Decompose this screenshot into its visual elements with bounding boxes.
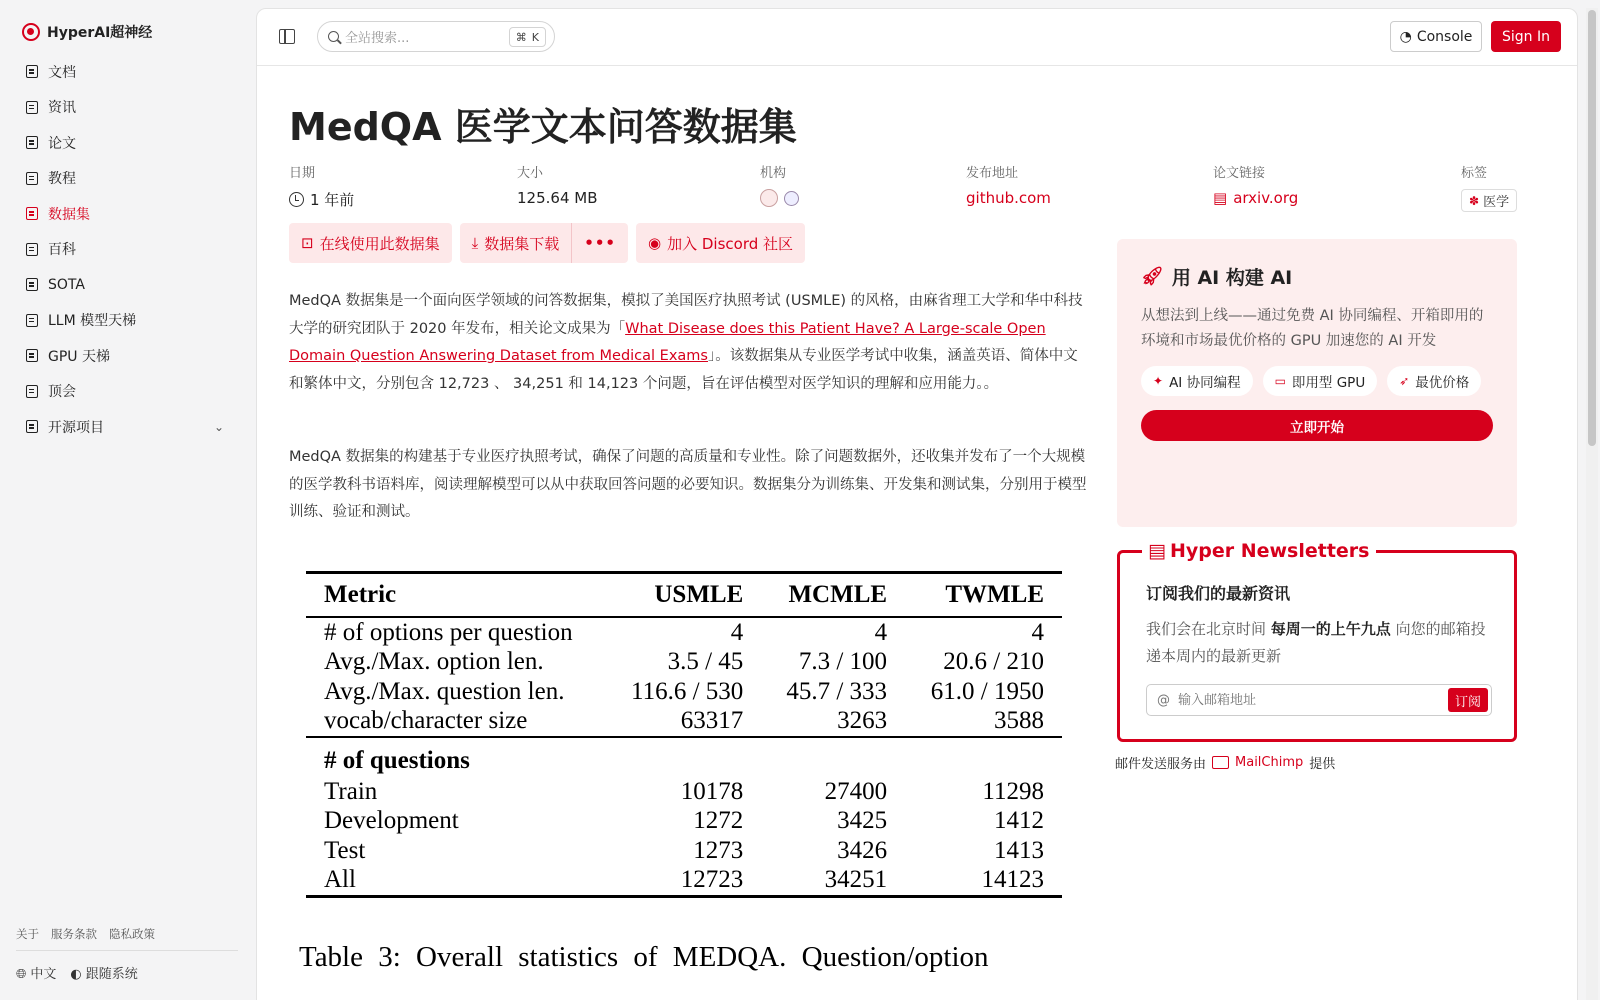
statistics-table <box>306 571 1062 898</box>
theme-switcher[interactable] <box>70 963 137 982</box>
email-form <box>1146 684 1492 716</box>
scrollbar-thumb[interactable] <box>1588 10 1596 446</box>
table-cell: 7.3 / 100 <box>798 648 888 675</box>
discord-icon: ◉ <box>648 234 662 252</box>
table-header-row <box>306 573 1062 617</box>
meta-size-label: 大小 <box>517 166 544 181</box>
sidebar-item-news[interactable] <box>14 90 236 126</box>
language-switcher[interactable] <box>16 963 56 982</box>
sidebar-item-gpu-leaderboard[interactable] <box>14 338 236 374</box>
table-cell: 4 <box>730 618 744 646</box>
provider-text: 邮件发送服务由 <box>1115 757 1207 772</box>
download-group <box>460 223 628 263</box>
sidebar <box>0 0 250 1000</box>
newsletter-title-row <box>1142 540 1376 562</box>
newsletter-text: 我们会在北京时间 <box>1146 620 1271 638</box>
table-cell: 4 <box>874 618 888 646</box>
subscribe-button[interactable]: 订阅 <box>1448 688 1488 712</box>
gpu-icon <box>26 349 38 362</box>
theme-icon: ◐ <box>70 967 82 982</box>
chevron-down-icon: ⌄ <box>213 419 224 434</box>
release-link[interactable]: github.com <box>966 189 1051 207</box>
table-cell: # of options per question <box>324 618 573 646</box>
sidebar-nav <box>14 54 236 445</box>
sidebar-item-wiki[interactable] <box>14 232 236 268</box>
project-icon <box>26 420 38 433</box>
paper-link[interactable] <box>1213 189 1298 207</box>
footer-link-terms[interactable]: 服务条款 <box>51 927 97 941</box>
more-options-button[interactable]: ••• <box>572 223 628 263</box>
wiki-icon <box>26 243 38 256</box>
doc-icon <box>26 65 38 78</box>
table-header-cell: Metric <box>324 581 397 608</box>
meta-release <box>966 162 1051 207</box>
discord-label: 加入 Discord 社区 <box>667 234 794 253</box>
search-box[interactable] <box>317 21 555 52</box>
meta-release-label: 发布地址 <box>966 166 1019 181</box>
footer-settings <box>16 963 138 982</box>
brand-name: HyperAI超神经 <box>47 25 153 41</box>
server-icon: ▭ <box>1274 374 1286 388</box>
table-cell: 1272 <box>693 807 744 834</box>
footer-link-privacy[interactable]: 隐私政策 <box>109 927 155 941</box>
table-cell: 1273 <box>693 836 744 864</box>
conference-icon <box>26 385 38 398</box>
sidebar-item-open-source[interactable] <box>14 409 236 445</box>
tag-icon: ✽ <box>1469 193 1480 208</box>
newsletter-heading: 订阅我们的最新资讯 <box>1146 584 1291 603</box>
at-icon: @ <box>1157 692 1170 708</box>
description-text: MedQA 数据集是一个面向医学领域的问答数据集，模拟了美国医疗执照考试 (USMLE) 的风格，由麻省理工大学和华中科技大学的研究团队于 2020 年发布，相关论文成果为「 <box>289 293 1083 337</box>
paper-link-label: arxiv.org <box>1233 189 1299 207</box>
table-section-header: # of questions <box>324 747 470 775</box>
chip-label: 即用型 GPU <box>1291 375 1366 391</box>
description-paragraph-1 <box>289 288 1089 398</box>
table-cell: 116.6 / 530 <box>631 677 744 705</box>
footer-divider <box>16 950 238 951</box>
table-cell: 34251 <box>824 866 888 893</box>
table-row <box>306 806 1062 836</box>
sidebar-item-label: 顶会 <box>48 384 76 401</box>
theme-label: 跟随系统 <box>85 967 138 982</box>
shortcut-key: K <box>531 30 539 44</box>
dataset-icon <box>26 207 38 220</box>
table-cell: 3426 <box>837 836 888 864</box>
table-section-row <box>306 737 1062 777</box>
ai-card-title: 用 AI 构建 AI <box>1171 267 1293 289</box>
table-row <box>306 836 1062 866</box>
table-cell: 3425 <box>837 807 888 834</box>
tag-label: 医学 <box>1483 195 1510 210</box>
description-text: 」。该数据集从专业医学考试中收集，涵盖英语、简体中文和繁体中文，分别包含 12,723 、 34,251 和 14,123 个问题，旨在评估模型对医学知识的理解和应用能力。。 <box>289 348 1078 392</box>
sidebar-item-label: 数据集 <box>48 206 90 223</box>
chart-icon <box>26 278 38 291</box>
sidebar-item-label: SOTA <box>48 276 85 293</box>
document-icon: ▤ <box>1213 189 1228 207</box>
clock-icon <box>289 192 304 207</box>
hyperai-logo-icon <box>22 23 40 41</box>
discord-button[interactable] <box>636 223 805 263</box>
meta-org <box>760 162 799 207</box>
console-button[interactable] <box>1390 21 1482 52</box>
table-cell: 11298 <box>982 777 1044 805</box>
meta-org-logos <box>760 189 799 207</box>
sidebar-item-label: LLM 模型天梯 <box>48 313 137 330</box>
meta-size-value: 125.64 MB <box>517 189 598 207</box>
tutorial-icon <box>26 172 38 185</box>
table-cell: All <box>324 866 356 893</box>
table-cell: Avg./Max. question len. <box>324 677 565 705</box>
ai-card-features <box>1141 366 1493 396</box>
hust-logo-icon[interactable] <box>784 191 799 206</box>
email-input[interactable] <box>1178 693 1418 708</box>
statistics-table-image <box>306 571 1062 898</box>
language-label: 中文 <box>30 967 57 982</box>
sidebar-item-label: 文档 <box>48 64 76 81</box>
main-panel <box>256 8 1578 1000</box>
llm-icon <box>26 314 38 327</box>
sidebar-item-sota[interactable] <box>14 267 236 303</box>
sign-in-button[interactable]: Sign In <box>1491 21 1561 52</box>
newsletter-title: Hyper Newsletters <box>1169 540 1370 562</box>
sidebar-item-docs[interactable] <box>14 54 236 90</box>
dataset-actions <box>289 223 805 263</box>
table-cell: 61.0 / 1950 <box>930 677 1044 705</box>
ai-card-title-row <box>1141 263 1493 290</box>
search-icon <box>328 31 339 42</box>
feature-chip-price <box>1387 366 1481 396</box>
meta-org-label: 机构 <box>760 166 787 181</box>
provider-text: 提供 <box>1309 757 1336 772</box>
page-scrollbar[interactable] <box>1586 8 1598 1000</box>
download-label: 数据集下载 <box>484 234 560 253</box>
sparkle-icon: ✦ <box>1153 374 1164 388</box>
meta-date <box>289 162 354 210</box>
newsletter-card <box>1117 540 1517 742</box>
globe-icon: 🌐︎ <box>16 967 27 982</box>
console-label: Console <box>1416 28 1473 45</box>
gauge-icon: ◔ <box>1399 28 1412 45</box>
feature-chip-copilot <box>1141 366 1253 396</box>
search-placeholder: 全站搜索... <box>345 31 410 46</box>
sidebar-item-label: 资讯 <box>48 100 76 117</box>
table-cell: 10178 <box>680 777 744 805</box>
table-cell: 1412 <box>994 807 1044 834</box>
table-row <box>306 706 1062 737</box>
ai-card-text: 从想法到上线——通过免费 AI 协同编程、开箱即用的环境和市场最优价格的 GPU 加速您的 AI 开发 <box>1141 308 1484 349</box>
sidebar-item-conferences[interactable] <box>14 374 236 410</box>
sidebar-item-label: 论文 <box>48 135 76 152</box>
meta-size <box>517 162 598 207</box>
newsletter-schedule: 每周一的上午九点 <box>1270 620 1391 638</box>
meta-date-value: 1 年前 <box>310 191 355 209</box>
sidebar-toggle-icon[interactable] <box>279 29 295 44</box>
paper-icon <box>26 136 38 149</box>
table-cell: Development <box>324 807 459 834</box>
meta-date-value-row <box>289 189 354 210</box>
table-row <box>306 647 1062 677</box>
command-key-icon: ⌘ <box>515 30 527 44</box>
table-cell: Train <box>324 777 378 805</box>
table-cell: 27400 <box>824 777 888 805</box>
table-header-cell: USMLE <box>654 581 744 608</box>
brand-logo-link[interactable] <box>22 22 152 42</box>
sidebar-item-datasets[interactable] <box>14 196 236 232</box>
news-icon <box>26 101 38 114</box>
newsletter-text: 向您的邮箱投递本周内的最新更新 <box>1146 620 1486 665</box>
table-cell: 3263 <box>837 707 888 734</box>
table-caption: Table 3: Overall statistics of MEDQA. Question/option <box>299 941 989 973</box>
rocket-icon: 🚀︎ <box>1141 266 1164 287</box>
rocket-icon: ➶ <box>1399 374 1410 388</box>
footer-links <box>16 926 155 942</box>
chip-label: AI 协同编程 <box>1169 375 1241 391</box>
topbar <box>257 9 1577 66</box>
table-row <box>306 617 1062 648</box>
table-cell: 1413 <box>994 836 1044 864</box>
search-shortcut <box>509 27 546 47</box>
table-cell: 4 <box>1031 618 1044 646</box>
meta-tags <box>1461 162 1517 212</box>
sidebar-item-label: GPU 天梯 <box>48 348 110 365</box>
table-header-cell: TWMLE <box>945 581 1044 608</box>
table-cell: 63317 <box>680 707 744 734</box>
meta-date-label: 日期 <box>289 166 316 181</box>
table-cell: Avg./Max. option len. <box>324 648 544 675</box>
table-cell: 14123 <box>981 866 1044 893</box>
sidebar-item-label: 开源项目 <box>48 419 104 436</box>
download-icon: ⤓ <box>471 234 479 252</box>
description-paragraph-2: MedQA 数据集的构建基于专业医疗执照考试，确保了问题的高质量和专业性。除了问题数据外，还收集并发布了一个大规模的医学教科书语料库，阅读理解模型可以从中获取回答问题的必要知识。数据集分为训练集、开发集和测试集，分别用于模型训练、验证和测试。 <box>289 449 1087 520</box>
table-cell: 3.5 / 45 <box>667 648 744 675</box>
table-row <box>306 677 1062 707</box>
newsletter-icon: ▤ <box>1148 540 1166 562</box>
sidebar-item-label: 教程 <box>48 171 76 188</box>
mailchimp-credit <box>1115 753 1335 772</box>
table-cell: 45.7 / 333 <box>786 677 888 705</box>
table-cell: Test <box>324 836 366 864</box>
feature-chip-gpu <box>1263 366 1378 396</box>
use-online-button[interactable] <box>289 223 452 263</box>
table-row <box>306 777 1062 807</box>
use-online-label: 在线使用此数据集 <box>319 234 440 253</box>
meta-tags-label: 标签 <box>1461 166 1488 181</box>
sidebar-item-llm-leaderboard[interactable] <box>14 303 236 339</box>
mail-icon <box>1212 756 1229 769</box>
mailchimp-link[interactable]: MailChimp <box>1235 755 1304 770</box>
meta-paper <box>1213 162 1298 207</box>
footer-link-about[interactable]: 关于 <box>16 927 39 941</box>
table-header-cell: MCMLE <box>788 581 888 608</box>
download-button[interactable] <box>460 223 572 263</box>
tag-medicine[interactable] <box>1461 189 1517 212</box>
mit-logo-icon[interactable] <box>760 189 778 207</box>
sidebar-item-papers[interactable] <box>14 125 236 161</box>
table-row <box>306 865 1062 896</box>
start-now-button[interactable]: 立即开始 <box>1141 410 1493 441</box>
chip-label: 最优价格 <box>1415 375 1470 391</box>
table-cell: 12723 <box>680 866 744 893</box>
newsletter-body <box>1146 616 1488 670</box>
sidebar-item-tutorials[interactable] <box>14 161 236 197</box>
terminal-icon: ⊡ <box>301 234 314 252</box>
ai-promo-card <box>1117 239 1517 527</box>
table-cell: 3588 <box>994 707 1044 734</box>
sidebar-item-label: 百科 <box>48 242 76 259</box>
page-title: MedQA 医学文本问答数据集 <box>289 105 797 149</box>
meta-paper-label: 论文链接 <box>1213 166 1266 181</box>
table-cell: 20.6 / 210 <box>943 648 1044 675</box>
table-cell: vocab/character size <box>324 707 528 734</box>
paper-title-link[interactable]: What Disease does this Patient Have? A Large-scale Open Domain Question Answering Dataset from Medical Exams <box>289 320 1046 364</box>
